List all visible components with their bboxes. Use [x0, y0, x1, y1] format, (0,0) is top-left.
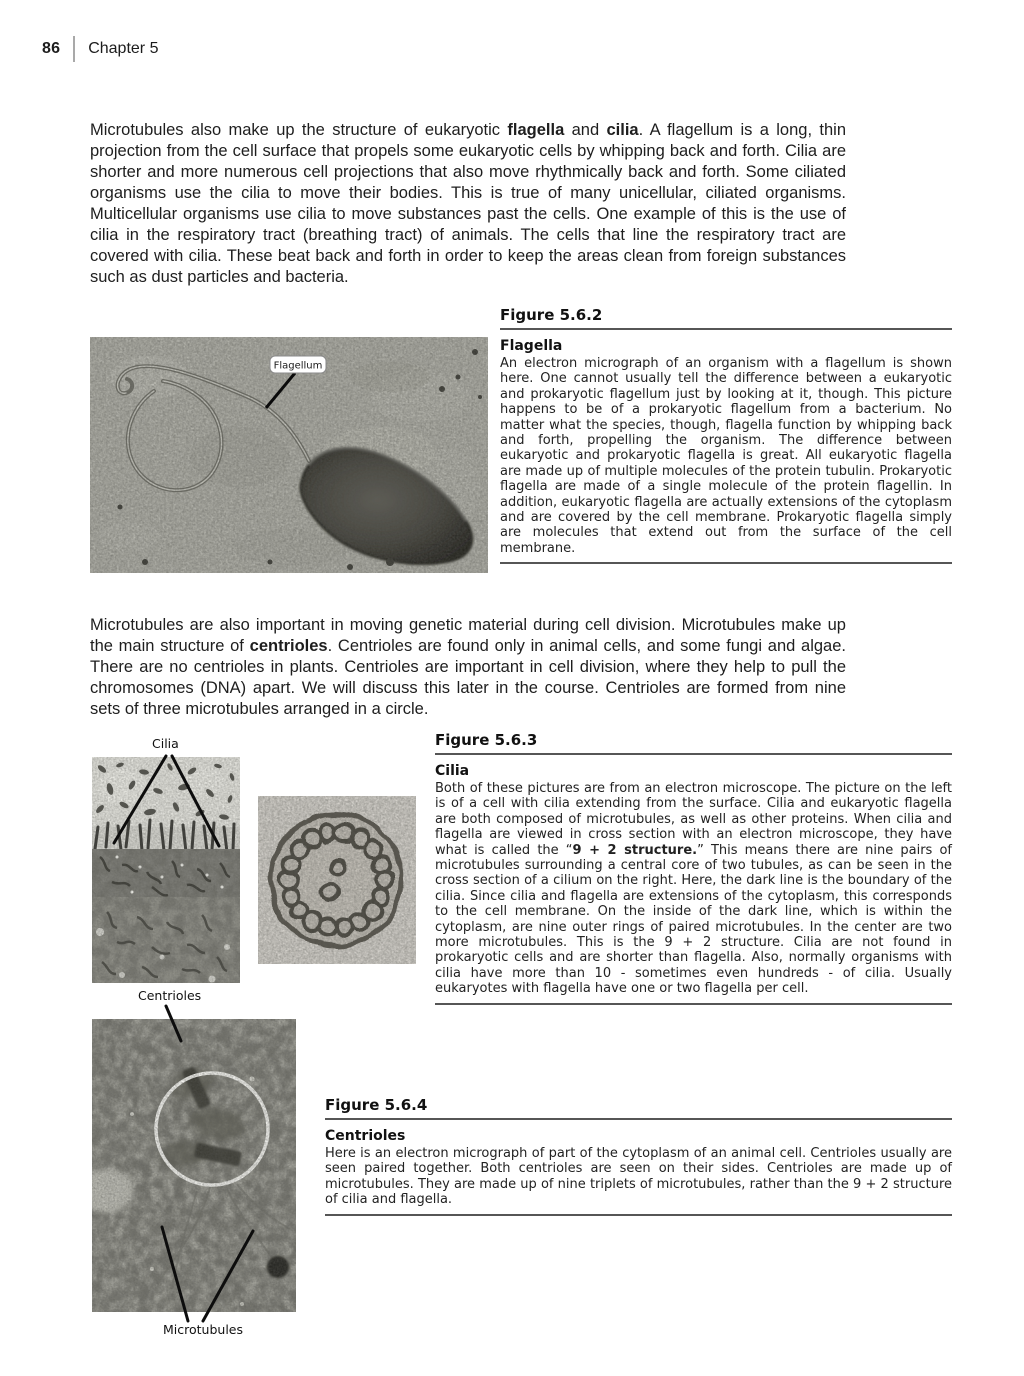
figure-rule: [435, 1003, 952, 1005]
figure-5-6-3-block: [435, 731, 952, 1005]
page-header: [42, 36, 158, 62]
figure-5-6-2-block: [500, 306, 952, 564]
figure-5-6-2-title: Figure 5.6.2: [500, 306, 603, 324]
figure-rule: [325, 1118, 952, 1120]
page-number: 86: [42, 40, 61, 57]
figure-5-6-4-caption: Here is an electron micrograph of part of the cytoplasm of an animal cell. Centrioles usually are seen paired together. Both centrioles are seen on their sides. Centrioles are made up of microtubules. They are made up of nine triplets of microtubules, rather than the 9 + 2 structure of cilia and flagella.: [325, 1146, 952, 1208]
figure-5-6-3-subhead: Cilia: [435, 763, 470, 779]
centriole-micrograph: [92, 1019, 296, 1312]
figure-rule: [325, 1214, 952, 1216]
callout-label-centrioles: Centrioles: [138, 988, 202, 1003]
cilia-micrograph: [92, 757, 240, 983]
paragraph-flagella-cilia: Microtubules also make up the structure of eukaryotic flagella and cilia. A flagellum is a long, thin projection from the cell surface that propels some eukaryotic cells by whipping back and forth. Cilia are shorter and more numerous cell projections that also move rhythmically back and forth. Some ciliated organisms use the cilia to move their bodies. This is true of many unicellular, ciliated organisms. Multicellular organisms use cilia to move substances past the cells. One example of this is the use of cilia in the respiratory tract (breathing tract) of animals. The cells that line the respiratory tract are covered with cilia. These beat back and forth in order to keep the areas clean from foreign substances such as dust particles and bacteria.: [90, 120, 846, 286]
figure-5-6-4-block: [325, 1096, 952, 1216]
figure-5-6-4-subhead: Centrioles: [325, 1128, 406, 1144]
callout-label-cilia: Cilia: [152, 736, 179, 751]
figure-5-6-4-title: Figure 5.6.4: [325, 1096, 428, 1114]
callout-label-microtubules: Microtubules: [163, 1322, 243, 1337]
figure-rule: [500, 328, 952, 330]
flagellum-micrograph: [90, 337, 488, 573]
paragraph-centrioles: Microtubules are also important in moving genetic material during cell division. Microtubules make up the main structure of centrioles. Centrioles are found only in animal cells, and some fungi and algae. There are no centrioles in plants. Centrioles are important in cell division, where they help to pull the chromosomes (DNA) apart. We will discuss this later in the course. Centrioles are formed from nine sets of three microtubules arranged in a circle.: [90, 615, 846, 718]
figure-5-6-2-subhead: Flagella: [500, 338, 563, 354]
figure-5-6-2-caption: An electron micrograph of an organism with a flagellum is shown here. One cannot usually tell the difference between a eukaryotic and prokaryotic flagellum just by looking at it, though. This picture happens to be of a prokaryotic flagellum from a bacterium. No matter what the species, though, flagella function by whipping back and forth, propelling the organism. The difference between eukaryotic and prokaryotic flagella is great. All eukaryotic flagella are made up of multiple molecules of the protein tubulin. Prokaryotic flagella are made of a single molecule of the protein flagellin. In addition, eukaryotic flagella are actually extensions of the cytoplasm and are covered by the cell membrane. Prokaryotic flagella simply are molecules that extend out from the surface of the cell membrane.: [500, 356, 952, 556]
figure-rule: [435, 753, 952, 755]
figure-5-6-3-title: Figure 5.6.3: [435, 731, 538, 749]
figure-5-6-3-caption: Both of these pictures are from an electron microscope. The picture on the left is of a cell with cilia extending from the surface. Cilia and eukaryotic flagella are both composed of microtubules, as well as other proteins. When cilia and flagella are viewed in cross section with an electron microscope, they have what is called the “9 + 2 structure.” This means there are nine pairs of microtubules surrounding a central core of two tubules, as can be seen in the cross section of a cilium on the right. Here, the dark line is the boundary of the cilia. Since cilia and flagella are extensions of the cytoplasm, this corresponds to the cell membrane. On the inside of the dark line, which is within the cytoplasm, are nine outer rings of paired microtubules. In the center are two more microtubules. This is the 9 + 2 structure. Cilia are not found in prokaryotic cells and are shorter than flagella. Also, normally organisms with cilia have more than 10 - sometimes even hundreds - of cilia. Usually eukaryotes with flagella have one or two flagella per cell.: [435, 781, 952, 997]
cilium-cross-section-micrograph: [258, 796, 416, 964]
callout-label-flagellum: Flagellum: [273, 360, 323, 372]
figure-rule: [500, 562, 952, 564]
header-divider: [73, 36, 75, 62]
chapter-title: Chapter 5: [88, 40, 159, 57]
